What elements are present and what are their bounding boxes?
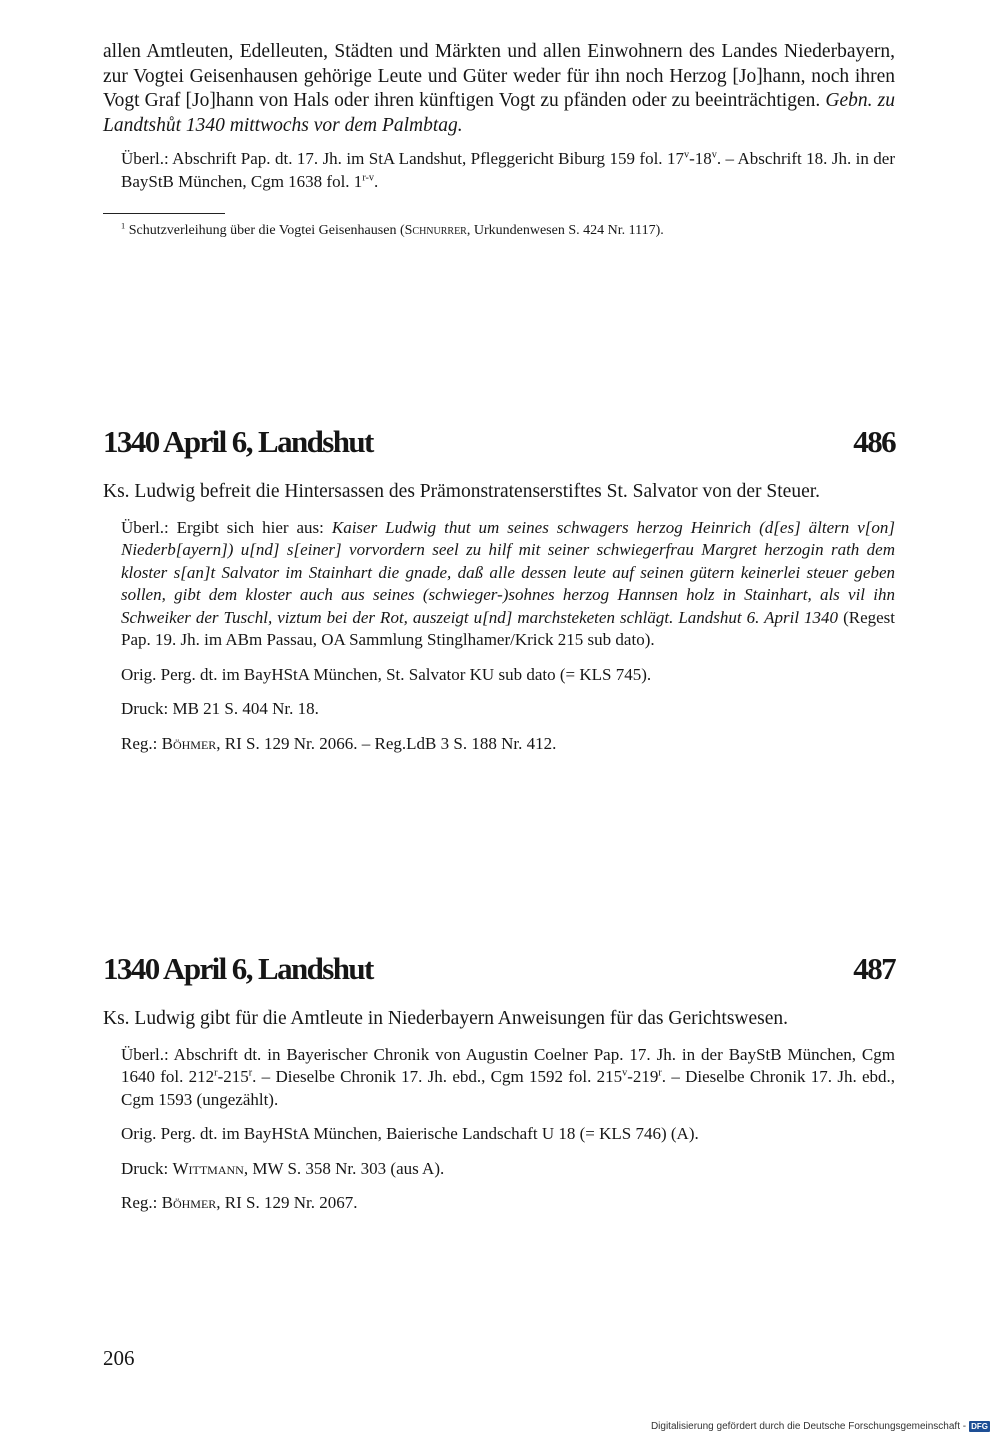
author-name: Schnurrer — [404, 223, 467, 238]
sup: r-v — [362, 171, 374, 183]
author-name: Böhmer — [161, 1193, 217, 1212]
ueberlieferung-485 — [103, 148, 895, 193]
document-487 — [103, 951, 895, 1215]
author-name: Wittmann — [172, 1158, 244, 1178]
footnote — [103, 222, 895, 240]
author-name: Böhmer — [161, 733, 217, 753]
document-summary: Ks. Ludwig gibt für die Amtleute in Niederbayern Anweisungen für das Gerichtswesen. — [103, 1008, 789, 1029]
regest-reference — [103, 1192, 895, 1215]
druck-text: , MW S. 358 Nr. 303 (aus A). — [243, 1158, 445, 1178]
ueberl-text: . – Dieselbe Chronik 17. Jh. ebd., Cgm 1593 (ungezählt). — [121, 1067, 895, 1109]
sup: v — [711, 149, 717, 161]
dfg-logo-icon: DFG — [971, 1422, 988, 1431]
ueberlieferung — [103, 1044, 895, 1112]
ueberl-text: -219 — [627, 1067, 659, 1086]
ueberl-text: (Regest Pap. 19. Jh. im ABm Passau, OA Sammlung Stinglhamer/Krick 215 sub dato). — [121, 607, 896, 649]
reg-label: Reg.: — [121, 733, 162, 753]
document-number: 486 — [853, 424, 895, 459]
footnote-number: 1 — [121, 221, 126, 231]
credit-text: Digitalisierung gefördert durch die Deutsche Forschungsgemeinschaft - — [650, 1421, 967, 1432]
document-heading — [103, 951, 895, 987]
page-number: 206 — [103, 1346, 135, 1370]
print-reference: Druck: MB 21 S. 404 Nr. 18. — [121, 699, 319, 718]
sup: r — [214, 1067, 218, 1079]
ueberl-text: . – Dieselbe Chronik 17. Jh. ebd., Cgm 1592 fol. 215 — [252, 1067, 623, 1086]
ueberl-label: Überl.: Ergibt sich hier aus: — [121, 517, 332, 537]
original-reference: Orig. Perg. dt. im BayHStA München, Baierische Landschaft U 18 (= KLS 746) (A). — [121, 1124, 699, 1143]
regest-body: allen Amtleuten, Edelleuten, Städten und Märkten und allen Einwohnern des Landes Niederbayern, zur Vogtei Geisenhausen gehörige Leute und Güter weder für ihn noch Herzog [Jo]hann, noch ihren Vogt Graf [Jo]hann von Hals oder ihren künftigen Vogt zu pfänden oder zu beeinträchtigen. — [103, 41, 895, 111]
regest-reference — [103, 733, 895, 756]
print-reference — [103, 1158, 895, 1181]
reg-text: , RI S. 129 Nr. 2066. – Reg.LdB 3 S. 188 Nr. 412. — [216, 733, 557, 753]
top-continuation — [103, 40, 895, 240]
document-date-place: 1340 April 6, Landshut — [103, 951, 373, 986]
ueberl-text: -215 — [217, 1067, 249, 1086]
ueberl-text: . – Abschrift 18. Jh. in der BayStB München, Cgm 1638 fol. 1 — [121, 149, 895, 191]
document-heading — [103, 424, 895, 460]
quoted-regest: Kaiser Ludwig thut um seines schwagers herzog Heinrich (d[es] ältern v[on] Niederb[ayern]) u[nd] s[einer] vorvordern seel zu hilf mit seiner schwiegerfrau Margret herzogin rath dem kloster s[an]t Salvator im Stainhart die gnade, daß alle dessen leute auf seinen gütern keinerlei steuer geben sollen, gibt dem kloster auch aus seines (schwieger-)sohnes herzog Hannsen holz in Stainhart, als vil ihn Schweiker der Tuschl, viztum bei der Rot, auszeigt u[nd] marchsteketen schlägt. Landshut 6. April 1340 — [121, 517, 895, 627]
regest-text-485 — [103, 40, 895, 138]
druck-label: Druck: — [121, 1158, 173, 1178]
sup: v — [683, 149, 690, 161]
sup: v — [622, 1067, 628, 1079]
ueberl-text: Überl.: Abschrift Pap. dt. 17. Jh. im StA Landshut, Pfleggericht Biburg 159 fol. 17 — [121, 149, 684, 168]
document-summary: Ks. Ludwig befreit die Hintersassen des Prämonstratenserstiftes St. Salvator von der Steuer. — [103, 481, 821, 502]
footnote-text: Schutzverleihung über die Vogtei Geisenhausen ( — [128, 223, 405, 238]
document-date-place: 1340 April 6, Landshut — [103, 424, 373, 459]
document-number: 487 — [853, 951, 895, 986]
footnote-text: , Urkundenwesen S. 424 Nr. 1117). — [466, 223, 664, 238]
reg-text: , RI S. 129 Nr. 2067. — [216, 1193, 358, 1212]
dating-clause: Gebn. zu Landtshůt 1340 mittwochs vor dem Palmbtag. — [103, 90, 896, 136]
original-reference: Orig. Perg. dt. im BayHStA München, St. Salvator KU sub dato (= KLS 745). — [121, 664, 652, 684]
ueberl-text: -18 — [689, 149, 712, 168]
document-486 — [103, 424, 895, 755]
ueberl-text: Überl.: Abschrift dt. in Bayerischer Chronik von Augustin Coelner Pap. 17. Jh. in der BayStB München, Cgm 1640 fol. 212 — [121, 1044, 895, 1086]
digitization-credit — [651, 1421, 990, 1432]
reg-label: Reg.: — [121, 1193, 162, 1212]
sup: r — [248, 1067, 253, 1079]
footnote-divider — [103, 213, 225, 214]
ueberlieferung — [103, 517, 895, 652]
ueberl-text: . — [374, 171, 379, 191]
sup: r — [658, 1067, 662, 1079]
